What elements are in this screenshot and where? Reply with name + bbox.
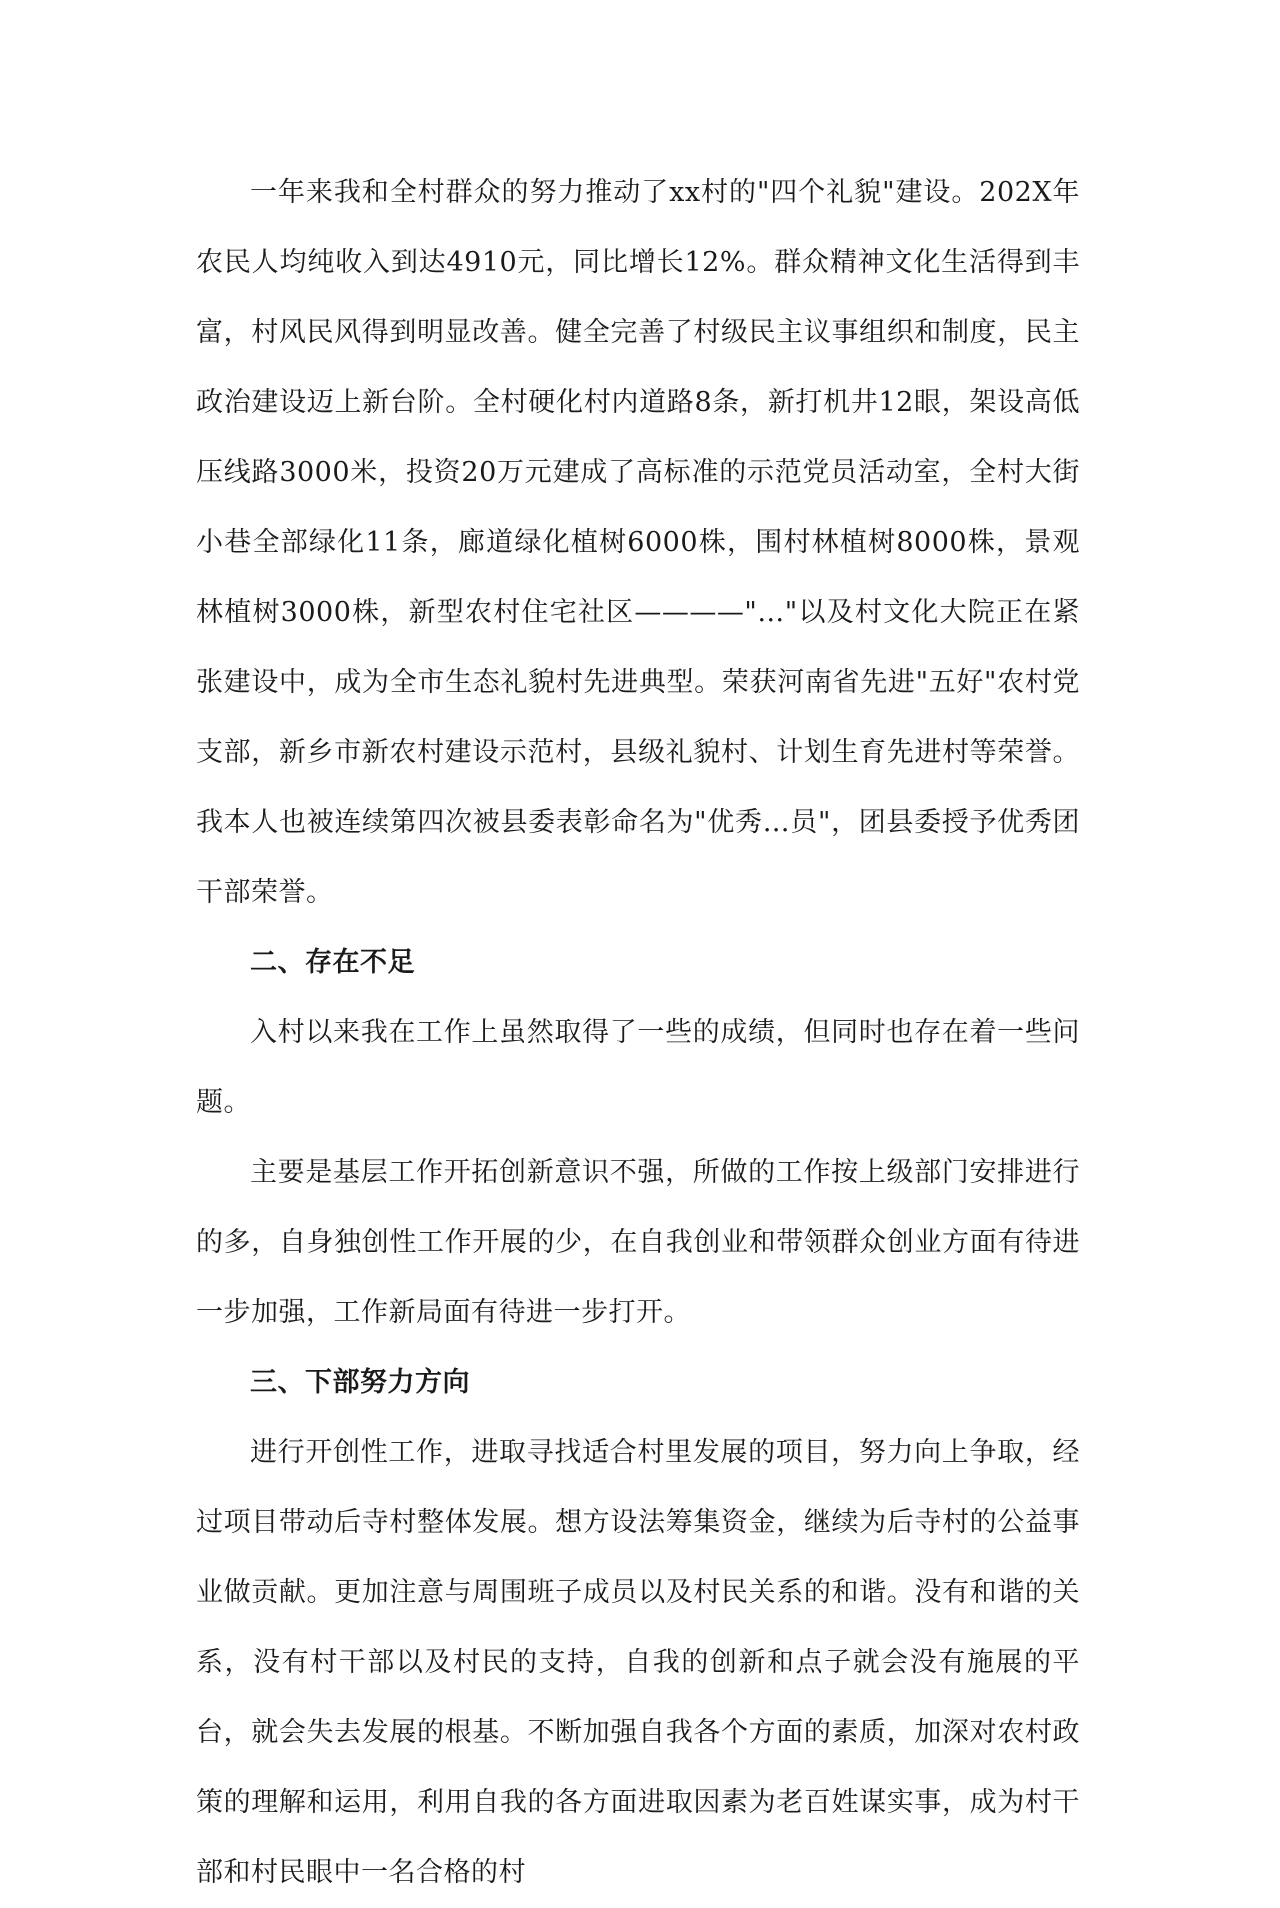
section-heading-future-direction: 三、下部努力方向 [250,1367,470,1398]
achievements-paragraph: 一年来我和全村群众的努力推动了xx村的"四个礼貌"建设。202X年农民人均纯收入到达4910元，同比增长12%。群众精神文化生活得到丰富，村风民风得到明显改善。健全完善了村级民主议事组织和制度，民主政治建设迈上新台阶。全村硬化村内道路8条，新打机井12眼，架设高低压线路3000米，投资20万元建成了高标准的示范党员活动室，全村大街小巷全部绿化11条，廊道绿化植树6000株，围村林植树8000株，景观林植树3000株，新型农村住宅社区————"…"以及村文化大院正在紧张建设中，成为全市生态礼貌村先进典型。荣获河南省先进"五好"农村党支部，新乡市新农村建设示范村，县级礼貌村、计划生育先进村等荣誉。我本人也被连续第四次被县委表彰命名为"优秀…员"，团县委授予优秀团干部荣誉。 [196,177,1080,908]
shortcomings-detail-paragraph: 主要是基层工作开拓创新意识不强，所做的工作按上级部门安排进行的多，自身独创性工作开展的少，在自我创业和带领群众创业方面有待进一步加强，工作新局面有待进一步打开。 [196,1157,1080,1328]
document-body [196,158,1080,1908]
section-heading-shortcomings: 二、存在不足 [250,947,415,978]
future-direction-paragraph: 进行开创性工作，进取寻找适合村里发展的项目，努力向上争取，经过项目带动后寺村整体发展。想方设法筹集资金，继续为后寺村的公益事业做贡献。更加注意与周围班子成员以及村民关系的和谐。没有和谐的关系，没有村干部以及村民的支持，自我的创新和点子就会没有施展的平台，就会失去发展的根基。不断加强自我各个方面的素质，加深对农村政策的理解和运用，利用自我的各方面进取因素为老百姓谋实事，成为村干部和村民眼中一名合格的村 [196,1437,1080,1888]
shortcomings-intro-paragraph: 入村以来我在工作上虽然取得了一些的成绩，但同时也存在着一些问题。 [196,1017,1080,1118]
